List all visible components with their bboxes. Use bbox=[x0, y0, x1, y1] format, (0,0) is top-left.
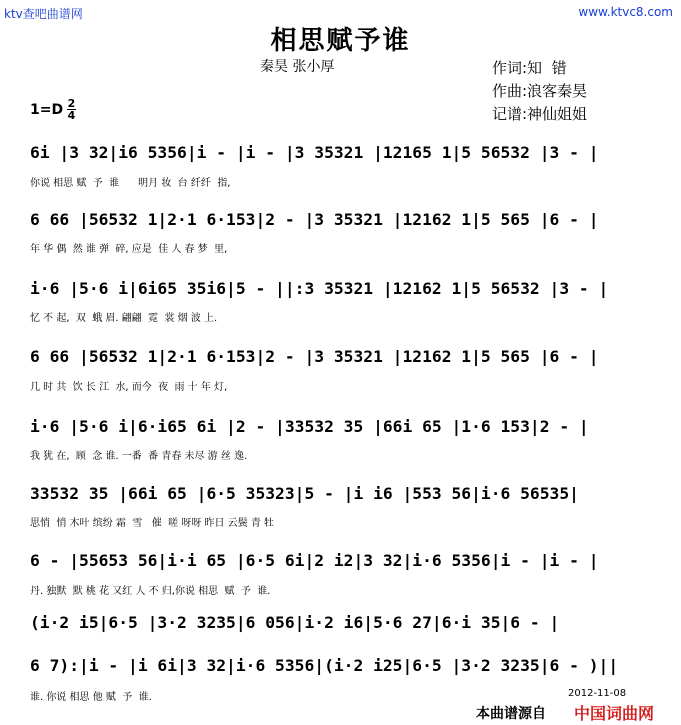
score-line-lyrics: 年 华 偶 然 谁 弹 碎, 应是 佳 人 春 梦 里, bbox=[30, 244, 228, 255]
score-line-notes: 6 7):|i - |i 6i|3 32|i·6 5356|(i·2 i25|6·5 |3·2 3235|6 - )|| bbox=[30, 656, 619, 675]
site-watermark-right: www.ktvc8.com bbox=[578, 5, 673, 19]
score-line-lyrics: 你说 相思 赋 予 谁 明月 妆 台 纤纤 指, bbox=[30, 178, 231, 189]
score-line-notes: 33532 35 |66i 65 |6·5 35323|5 - |i i6 |553 56|i·6 56535| bbox=[30, 484, 579, 503]
score-line-notes: i·6 |5·6 i|6i65 35i6|5 - ||:3 35321 |12162 1|5 56532 |3 - | bbox=[30, 279, 609, 298]
site-watermark-left: ktv查吧曲谱网 bbox=[4, 7, 83, 21]
score-line-notes: 6i |3 32|i6 5356|i - |i - |3 35321 |12165 1|5 56532 |3 - | bbox=[30, 143, 599, 162]
time-signature-top: 2 bbox=[67, 97, 76, 110]
transcription-date: 2012-11-08 bbox=[568, 688, 627, 699]
score-line-notes: 6 66 |56532 1|2·1 6·153|2 - |3 35321 |12162 1|5 565 |6 - | bbox=[30, 210, 599, 229]
score-line-lyrics: 丹. 独默 默 桃 花 又红 人 不 归,你说 相思 赋 予 谁. bbox=[30, 586, 271, 597]
time-signature-bottom: 4 bbox=[67, 109, 76, 122]
credit-composer: 作曲:浪客秦昊 bbox=[492, 82, 588, 100]
score-line-lyrics: 思悄 悄 木叶 缤纷 霜 雪 催 嗟 呀呀 昨日 云鬓 青 牡 bbox=[30, 518, 275, 529]
footer-source-note: 本曲谱源自 bbox=[476, 706, 546, 722]
song-title: 相思赋予谁 bbox=[270, 26, 411, 56]
song-singers: 秦昊 张小厚 bbox=[260, 59, 335, 75]
time-signature bbox=[67, 98, 76, 121]
score-line-notes: 6 66 |56532 1|2·1 6·153|2 - |3 35321 |12162 1|5 565 |6 - | bbox=[30, 347, 599, 366]
score-line-notes: (i·2 i5|6·5 |3·2 3235|6 056|i·2 i6|5·6 27|6·i 35|6 - | bbox=[30, 613, 560, 632]
score-line-lyrics: 谁. 你说 相思 他 赋 予 谁. bbox=[30, 692, 152, 703]
key-signature: 1=D bbox=[30, 102, 64, 118]
footer-brand: 中国词曲网 bbox=[574, 704, 655, 723]
score-line-lyrics: 几 时 共 饮 长 江 水, 而今 夜 雨 十 年 灯, bbox=[30, 382, 228, 393]
score-line-notes: 6 - |55653 56|i·i 65 |6·5 6i|2 i2|3 32|i·6 5356|i - |i - | bbox=[30, 551, 599, 570]
score-line-lyrics: 我 犹 在, 顾 念 谁. 一番 番 青春 未尽 游 丝 逸. bbox=[30, 451, 248, 462]
score-line-lyrics: 忆 不 起, 双 蛾 眉. 翩翩 霓 裳 烟 波 上. bbox=[30, 313, 218, 324]
credit-lyricist: 作词:知 错 bbox=[492, 59, 567, 77]
credit-transcriber: 记谱:神仙姐姐 bbox=[492, 105, 588, 123]
score-line-notes: i·6 |5·6 i|6·i65 6i |2 - |33532 35 |66i 65 |1·6 153|2 - | bbox=[30, 417, 589, 436]
